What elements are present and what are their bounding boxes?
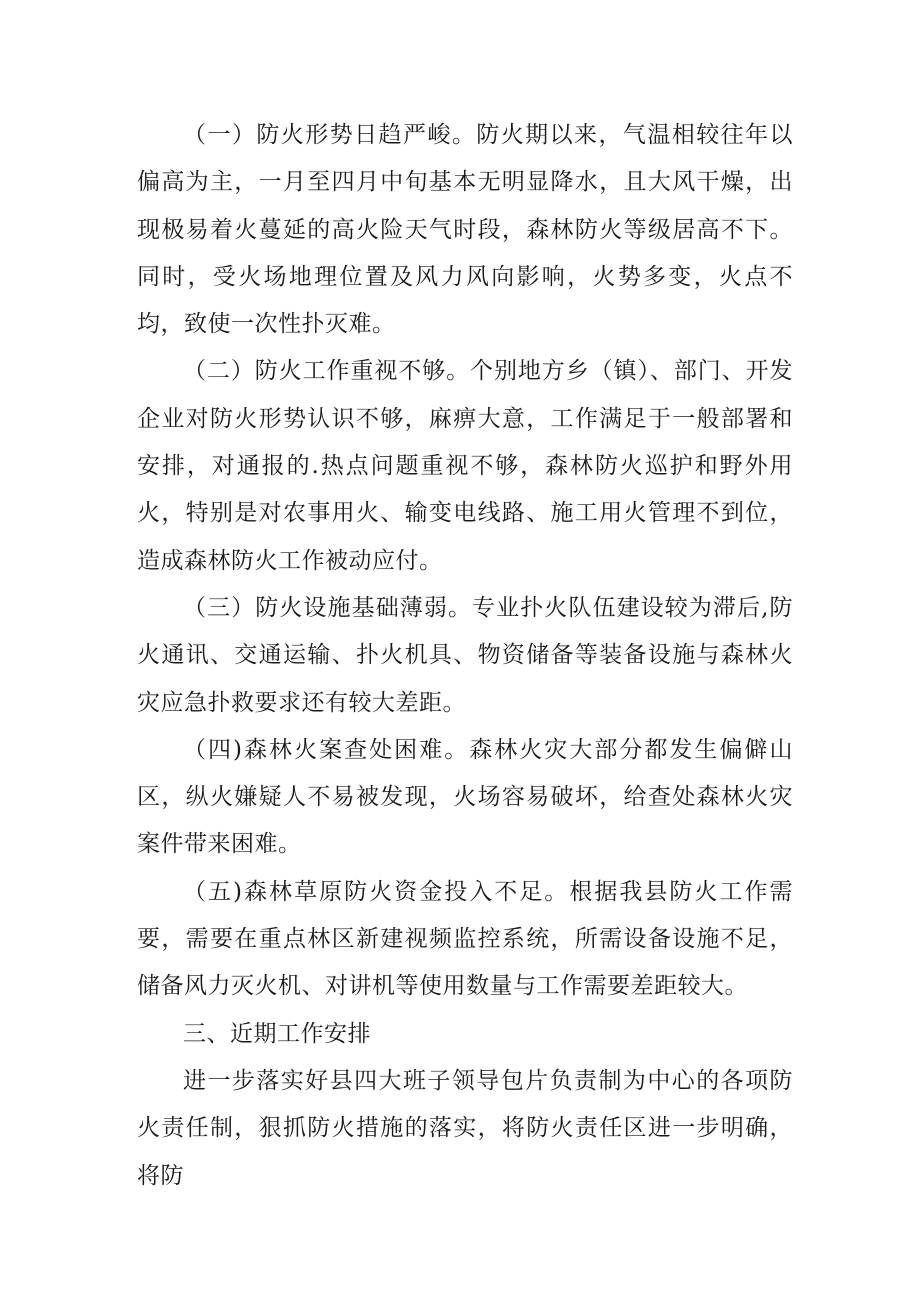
paragraph-weak-facilities: （三）防火设施基础薄弱。专业扑火队伍建设较为滞后,防火通讯、交通运输、扑火机具、物资储备等装备设施与森林火灾应急扑救要求还有较大差距。 [137, 594, 793, 716]
paragraph-case-investigation: （四)森林火案查处困难。森林火灾大部分都发生偏僻山区，纵火嫌疑人不易被发现，火场容易破坏，给查处森林火灾案件带来困难。 [137, 736, 793, 858]
section-heading-recent-work: 三、近期工作安排 [183, 1020, 371, 1047]
paragraph-responsibility-system: 进一步落实好县四大班子领导包片负责制为中心的各项防火责任制，狠抓防火措施的落实，将防火责任区进一步明确，将防 [137, 1067, 793, 1189]
document-body [137, 112, 793, 1200]
paragraph-fire-situation: （一）防火形势日趋严峻。防火期以来，气温相较往年以偏高为主，一月至四月中旬基本无明显降水，且大风干燥，出现极易着火蔓延的高火险天气时段，森林防火等级居高不下。同时，受火场地理位置及风力风向影响，火势多变，火点不均，致使一次性扑灭难。 [137, 122, 793, 338]
paragraph-funding-shortage: （五)森林草原防火资金投入不足。根据我县防火工作需要，需要在重点林区新建视频监控系统，所需设备设施不足，储备风力灭火机、对讲机等使用数量与工作需要差距较大。 [137, 878, 793, 1000]
paragraph-insufficient-attention: （二）防火工作重视不够。个别地方乡（镇）、部门、开发企业对防火形势认识不够，麻痹大意，工作满足于一般部署和安排，对通报的.热点问题重视不够，森林防火巡护和野外用火，特别是对农事用火、输变电线路、施工用火管理不到位，造成森林防火工作被动应付。 [137, 358, 793, 574]
